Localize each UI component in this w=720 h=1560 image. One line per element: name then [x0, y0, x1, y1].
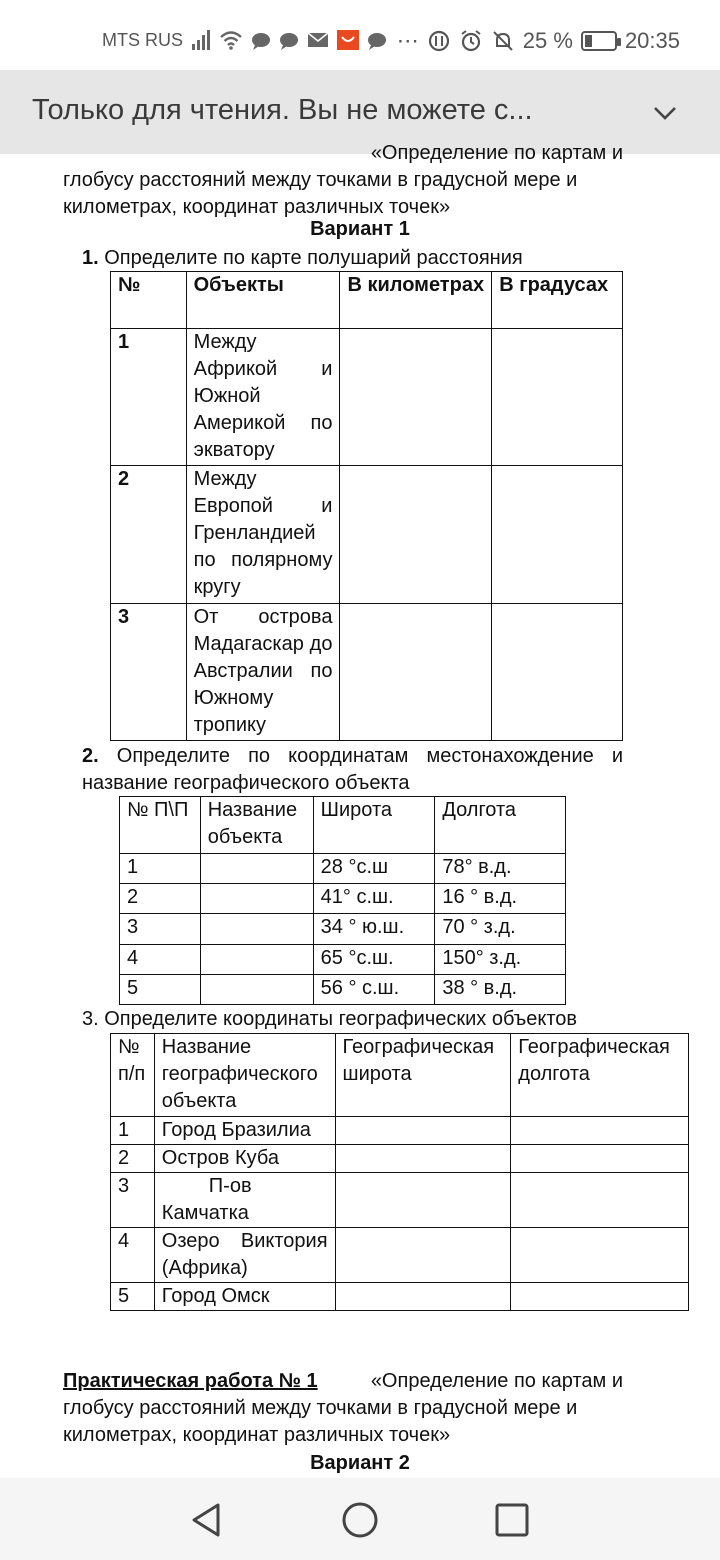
table-cell: 3 [111, 604, 187, 741]
table-cell [511, 1145, 689, 1173]
table-cell: 16 ° в.д. [435, 884, 566, 914]
table-header: № П\П [120, 797, 201, 854]
variant-2-heading: Вариант 2 [310, 1452, 410, 1474]
table-header: Долгота [435, 797, 566, 854]
table-cell: 38 ° в.д. [435, 975, 566, 1005]
table-cell: 4 [111, 1228, 155, 1283]
intro-paragraph-top: «Определение по картам и глобусу расстояний между точками в градусной мере и километрах, координат различных точек» [63, 142, 623, 218]
table-row [111, 1228, 689, 1283]
table-cell: От острова Мадагаскар до Австралии по Южному тропику [186, 604, 340, 741]
chevron-down-icon[interactable] [652, 100, 678, 126]
recents-icon[interactable] [492, 1500, 532, 1540]
table-cell: Между Африкой и Южной Америкой по экватору [186, 329, 340, 466]
table-header: Географическая широта [335, 1034, 511, 1117]
table-cell: 3 [111, 1173, 155, 1228]
table-header: Название объекта [200, 797, 313, 854]
table-cell: 28 °с.ш [313, 854, 435, 884]
table-cell [511, 1283, 689, 1311]
wifi-icon [218, 28, 244, 52]
chat-icon [250, 28, 272, 52]
table-header: В километрах [340, 272, 492, 329]
clock: 20:35 [624, 28, 680, 53]
task-2-heading: 2. Определите по координатам местонахождение и название географического объекта [82, 745, 624, 794]
table-cell [511, 1117, 689, 1145]
table-cell [200, 914, 313, 945]
table-cell: 3 [120, 914, 201, 945]
battery-percent: 25 % [522, 28, 573, 53]
table-row [120, 914, 566, 945]
table-cell: 56 ° с.ш. [313, 975, 435, 1005]
more-notifications-icon: ⋯ [396, 28, 419, 53]
data-saver-icon [427, 29, 451, 53]
table-cell: 2 [111, 466, 187, 604]
table-cell [200, 975, 313, 1005]
carrier-label: MTS RUS [102, 30, 183, 50]
table-cell: 4 [120, 945, 201, 975]
intro-paragraph-bottom: Практическая работа № 1 «Определение по картам и глобусу расстояний между точками в градусной мере и километрах, координат различных точек» [63, 1370, 623, 1446]
table-row [111, 466, 623, 604]
task-2-table [119, 796, 566, 1005]
table-cell: 1 [111, 1117, 155, 1145]
table-cell: 41° с.ш. [313, 884, 435, 914]
battery-icon [581, 31, 617, 51]
table-cell: 2 [120, 884, 201, 914]
table-cell [335, 1117, 511, 1145]
table-row [111, 329, 623, 466]
table-cell [335, 1228, 511, 1283]
table-cell: Остров Куба [154, 1145, 335, 1173]
table-row [111, 1117, 689, 1145]
system-nav-bar [0, 1478, 720, 1560]
table-cell: Город Бразилиа [154, 1117, 335, 1145]
table-cell: Между Европой и Гренландией по полярному кругу [186, 466, 340, 604]
table-cell: Озеро Виктория (Африка) [154, 1228, 335, 1283]
table-row [120, 945, 566, 975]
table-header-row [120, 797, 566, 854]
table-header: Название географического объекта [154, 1034, 335, 1117]
task-1-table [110, 271, 623, 741]
practical-work-title: Практическая работа № 1 [63, 1370, 318, 1392]
status-right [397, 28, 680, 54]
table-cell [340, 329, 492, 466]
table-header: Географическая долгота [511, 1034, 689, 1117]
table-cell: 78° в.д. [435, 854, 566, 884]
table-cell: 1 [120, 854, 201, 884]
table-header: Широта [313, 797, 435, 854]
table-cell: 34 ° ю.ш. [313, 914, 435, 945]
table-cell: 5 [111, 1283, 155, 1311]
table-row [120, 884, 566, 914]
home-icon[interactable] [340, 1500, 380, 1540]
table-cell [335, 1145, 511, 1173]
task-1-heading: 1. Определите по карте полушарий расстояния [82, 247, 523, 269]
table-cell [200, 884, 313, 914]
task-3-table [110, 1033, 689, 1311]
mute-icon [491, 29, 515, 53]
table-cell [200, 945, 313, 975]
table-cell: 5 [120, 975, 201, 1005]
table-cell: 150° з.д. [435, 945, 566, 975]
table-cell [511, 1228, 689, 1283]
table-cell [335, 1173, 511, 1228]
table-header: В градусах [492, 272, 623, 329]
table-header: № п/п [111, 1034, 155, 1117]
variant-1-heading: Вариант 1 [310, 218, 410, 240]
table-cell [492, 604, 623, 741]
table-cell: 1 [111, 329, 187, 466]
table-cell [340, 604, 492, 741]
table-cell: 2 [111, 1145, 155, 1173]
status-bar [0, 0, 720, 70]
table-header-row [111, 1034, 689, 1117]
mail-icon [306, 28, 330, 52]
status-icons [190, 28, 388, 52]
table-cell [492, 329, 623, 466]
chat-icon [366, 28, 388, 52]
document-view[interactable] [0, 142, 720, 1478]
table-cell: П-ов Камчатка [154, 1173, 335, 1228]
read-only-banner-text: Только для чтения. Вы не можете с... [32, 94, 533, 126]
table-cell [492, 466, 623, 604]
alarm-icon [459, 29, 483, 53]
table-row [111, 604, 623, 741]
table-cell [511, 1173, 689, 1228]
signal-icon [190, 28, 212, 52]
table-cell: 70 ° з.д. [435, 914, 566, 945]
table-cell: 65 °с.ш. [313, 945, 435, 975]
shop-app-icon [336, 28, 360, 52]
task-3-heading: 3. Определите координаты географических объектов [82, 1008, 578, 1030]
table-cell [200, 854, 313, 884]
table-row [120, 854, 566, 884]
table-cell: Город Омск [154, 1283, 335, 1311]
table-header: № [111, 272, 187, 329]
table-row [111, 1145, 689, 1173]
table-row [111, 1173, 689, 1228]
table-cell [335, 1283, 511, 1311]
chat-icon [278, 28, 300, 52]
table-header-row [111, 272, 623, 329]
table-header: Объекты [186, 272, 340, 329]
table-row [120, 975, 566, 1005]
back-icon[interactable] [186, 1500, 226, 1540]
table-cell [340, 466, 492, 604]
table-row [111, 1283, 689, 1311]
